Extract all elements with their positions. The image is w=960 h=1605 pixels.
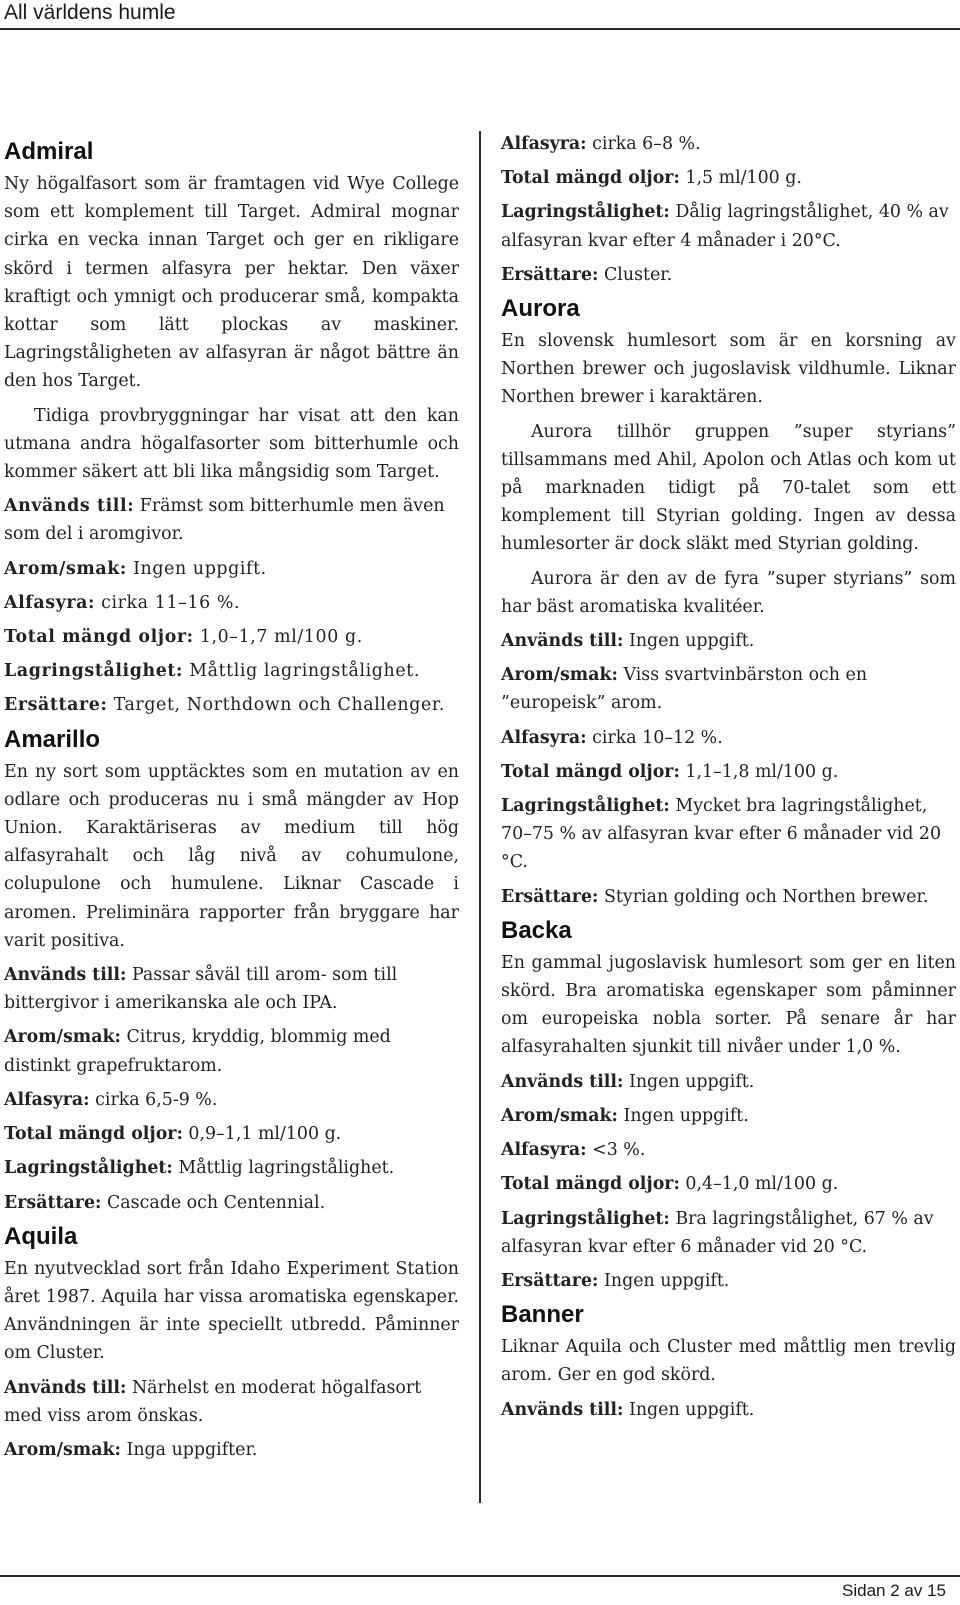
entry-amarillo (4, 726, 459, 1217)
entry-description: En gammal jugoslavisk humlesort som ger en liten skörd. Bra aromatiska egenskaper som påminner om europeiska nobla sorter. På senare år har alfasyrahalten sjunkit till nivåer under 1,0 %. (501, 952, 956, 1058)
aroma-row (501, 661, 956, 717)
total-oil-row (4, 1120, 459, 1148)
substitutes-value: Cascade och Centennial. (101, 1192, 326, 1213)
alpha-acid-row (501, 130, 956, 158)
entry-admiral (4, 138, 459, 720)
alpha-acid-label: Alfasyra: (4, 592, 95, 613)
alpha-acid-label: Alfasyra: (501, 1140, 587, 1161)
total-oil-value: 0,4–1,0 ml/100 g. (679, 1174, 839, 1195)
entry-title: Backa (501, 916, 572, 944)
used-for-value: Ingen uppgift. (623, 1399, 755, 1420)
substitutes-row (4, 691, 459, 719)
used-for-value: Ingen uppgift. (623, 631, 755, 652)
used-for-row (4, 961, 459, 1017)
document-header-title: All världens humle (4, 1, 176, 24)
total-oil-label: Total mängd oljor: (501, 168, 680, 189)
entry-continued (501, 130, 956, 289)
entry-backa (501, 917, 956, 1295)
total-oil-label: Total mängd oljor: (501, 761, 680, 782)
aroma-value: Viss svartvinbärston och en ”europeisk” arom. (501, 665, 868, 714)
entry-title: Admiral (4, 138, 94, 165)
substitutes-value: Cluster. (598, 264, 673, 285)
storage-value: Bra lagringstålighet, 67 % av alfasyran kvar efter 6 månader vid 20 °C. (501, 1208, 934, 1257)
used-for-value: Ingen uppgift. (623, 1071, 755, 1092)
alpha-acid-value: cirka 6–8 %. (586, 134, 701, 154)
aroma-row (4, 1023, 459, 1079)
storage-row (4, 657, 459, 685)
entry-description: En nyutvecklad sort från Idaho Experiment Station året 1987. Aquila har vissa aromatiska egenskaper. Användningen är inte speciellt utbredd. Påminner om Cluster. (4, 1258, 459, 1364)
substitutes-label: Ersättare: (501, 264, 599, 285)
aroma-label: Arom/smak: (501, 665, 618, 686)
storage-value: Mycket bra lagringstålighet, 70–75 % av alfasyran kvar efter 6 månader vid 20 °C. (501, 796, 942, 873)
alpha-acid-value: cirka 10–12 %. (586, 727, 723, 748)
used-for-value: Närhelst en moderat högalfasort med viss arom önskas. (4, 1377, 422, 1426)
header-rule (0, 28, 960, 30)
storage-label: Lagringstålighet: (501, 1208, 670, 1229)
column-divider (479, 131, 481, 1503)
footer-rule (0, 1575, 960, 1577)
aroma-label: Arom/smak: (501, 1105, 618, 1126)
substitutes-label: Ersättare: (4, 695, 108, 716)
total-oil-label: Total mängd oljor: (501, 1174, 680, 1195)
entry-description-3: Aurora är den av de fyra ”super styrians” som har bäst aromatiska kvalitéer. (501, 568, 956, 617)
aroma-label: Arom/smak: (4, 1027, 121, 1048)
storage-label: Lagringstålighet: (501, 796, 670, 817)
total-oil-row (501, 1170, 956, 1198)
substitutes-label: Ersättare: (501, 886, 599, 907)
storage-value: Måttlig lagringstålighet. (183, 661, 420, 682)
used-for-label: Används till: (4, 965, 127, 986)
alpha-acid-row (4, 589, 459, 617)
aroma-row (4, 1436, 459, 1464)
storage-row (4, 1154, 459, 1182)
entry-title: Amarillo (4, 725, 101, 753)
substitutes-row (501, 883, 956, 911)
aroma-row (501, 1102, 956, 1130)
total-oil-row (4, 623, 459, 651)
substitutes-label: Ersättare: (4, 1192, 102, 1213)
total-oil-value: 1,5 ml/100 g. (679, 168, 802, 189)
substitutes-row (4, 1189, 459, 1217)
entry-title: Aurora (501, 295, 580, 323)
alpha-acid-label: Alfasyra: (501, 134, 587, 154)
substitutes-label: Ersättare: (501, 1270, 599, 1291)
used-for-label: Används till: (4, 496, 135, 517)
alpha-acid-value: cirka 6,5-9 %. (89, 1089, 218, 1110)
entry-description: Liknar Aquila och Cluster med måttlig men trevlig arom. Ger en god skörd. (501, 1337, 956, 1386)
entry-description-2: Aurora tillhör gruppen ”super styrians” tillsammans med Ahil, Apolon och Atlas och kom ut på marknaden tidigt på 70-talet som ett komplement till Styrian golding. Ingen av dessa humlesorter är dock släkt med Styrian golding. (501, 421, 956, 555)
alpha-acid-row (501, 1136, 956, 1164)
alpha-acid-label: Alfasyra: (501, 727, 587, 748)
used-for-label: Används till: (501, 631, 624, 652)
substitutes-row (501, 261, 956, 289)
storage-label: Lagringstålighet: (4, 1158, 173, 1179)
aroma-value: Ingen uppgift. (617, 1105, 749, 1126)
storage-label: Lagringstålighet: (501, 202, 670, 223)
aroma-label: Arom/smak: (4, 558, 127, 579)
entry-description: Ny högalfasort som är framtagen vid Wye College som ett komplement till Target. Admiral mognar cirka en vecka innan Target och ger en rikligare skörd i termen alfasyra per hektar. Den växer kraftigt och ymnigt och producerar små, kompakta kottar som lätt plockas av maskiner. Lagringståligheten av alfasyran är något bättre än den hos Target. (4, 174, 459, 392)
storage-value: Måttlig lagringstålighet. (172, 1158, 395, 1179)
storage-row (501, 792, 956, 877)
page-number: Sidan 2 av 15 (842, 1581, 946, 1600)
left-column (4, 134, 459, 1470)
substitutes-value: Styrian golding och Northen brewer. (598, 886, 929, 907)
aroma-value: Citrus, kryddig, blommig med distinkt grapefruktarom. (4, 1027, 391, 1076)
entry-description-2: Tidiga provbryggningar har visat att den kan utmana andra högalfasorter som bitterhumle och kommer säkert att bli lika mångsidig som Target. (4, 405, 459, 483)
substitutes-value: Ingen uppgift. (598, 1270, 730, 1291)
used-for-row (4, 1374, 459, 1430)
storage-row (501, 198, 956, 254)
used-for-label: Används till: (501, 1071, 624, 1092)
total-oil-row (501, 164, 956, 192)
aroma-value: Inga uppgifter. (120, 1439, 258, 1460)
storage-label: Lagringstålighet: (4, 661, 184, 682)
substitutes-row (501, 1267, 956, 1295)
entry-description: En ny sort som upptäcktes som en mutation av en odlare och produceras nu i små mängder av Hop Union. Karaktäriseras av medium till hög alfasyrahalt och låg nivå av cohumulone, colupulone och humulene. Liknar Cascade i aromen. Preliminära rapporter från bryggare har varit positiva. (4, 761, 459, 951)
total-oil-value: 0,9–1,1 ml/100 g. (182, 1124, 342, 1145)
aroma-value: Ingen uppgift. (126, 558, 267, 579)
used-for-row (501, 627, 956, 655)
used-for-label: Används till: (501, 1399, 624, 1420)
used-for-row (501, 1068, 956, 1096)
storage-row (501, 1205, 956, 1261)
total-oil-label: Total mängd oljor: (4, 627, 194, 648)
alpha-acid-row (4, 1086, 459, 1114)
used-for-row (4, 492, 459, 548)
alpha-acid-label: Alfasyra: (4, 1089, 90, 1110)
entry-title: Banner (501, 1301, 584, 1329)
used-for-label: Används till: (4, 1377, 127, 1398)
aroma-row (4, 555, 459, 583)
aroma-label: Arom/smak: (4, 1439, 121, 1460)
substitutes-value: Target, Northdown och Challenger. (107, 695, 445, 716)
storage-value: Dålig lagringstålighet, 40 % av alfasyran kvar efter 4 månader i 20°C. (501, 202, 949, 251)
alpha-acid-value: cirka 11–16 %. (95, 592, 241, 613)
entry-aurora (501, 295, 956, 911)
entry-banner (501, 1301, 956, 1424)
alpha-acid-row (501, 724, 956, 752)
entry-description: En slovensk humlesort som är en korsning av Northen brewer och jugoslavisk vildhumle. Liknar Northen brewer i karaktären. (501, 331, 956, 408)
entry-title: Aquila (4, 1222, 78, 1250)
used-for-value: Främst som bitterhumle men även som del i aromgivor. (4, 496, 445, 545)
used-for-row (501, 1396, 956, 1424)
total-oil-value: 1,0–1,7 ml/100 g. (193, 627, 363, 648)
right-column (501, 130, 956, 1430)
total-oil-row (501, 758, 956, 786)
total-oil-value: 1,1–1,8 ml/100 g. (679, 761, 839, 782)
used-for-value: Passar såväl till arom- som till bittergivor i amerikanska ale och IPA. (4, 965, 398, 1014)
total-oil-label: Total mängd oljor: (4, 1124, 183, 1145)
entry-aquila (4, 1223, 459, 1464)
alpha-acid-value: <3 %. (586, 1140, 646, 1161)
